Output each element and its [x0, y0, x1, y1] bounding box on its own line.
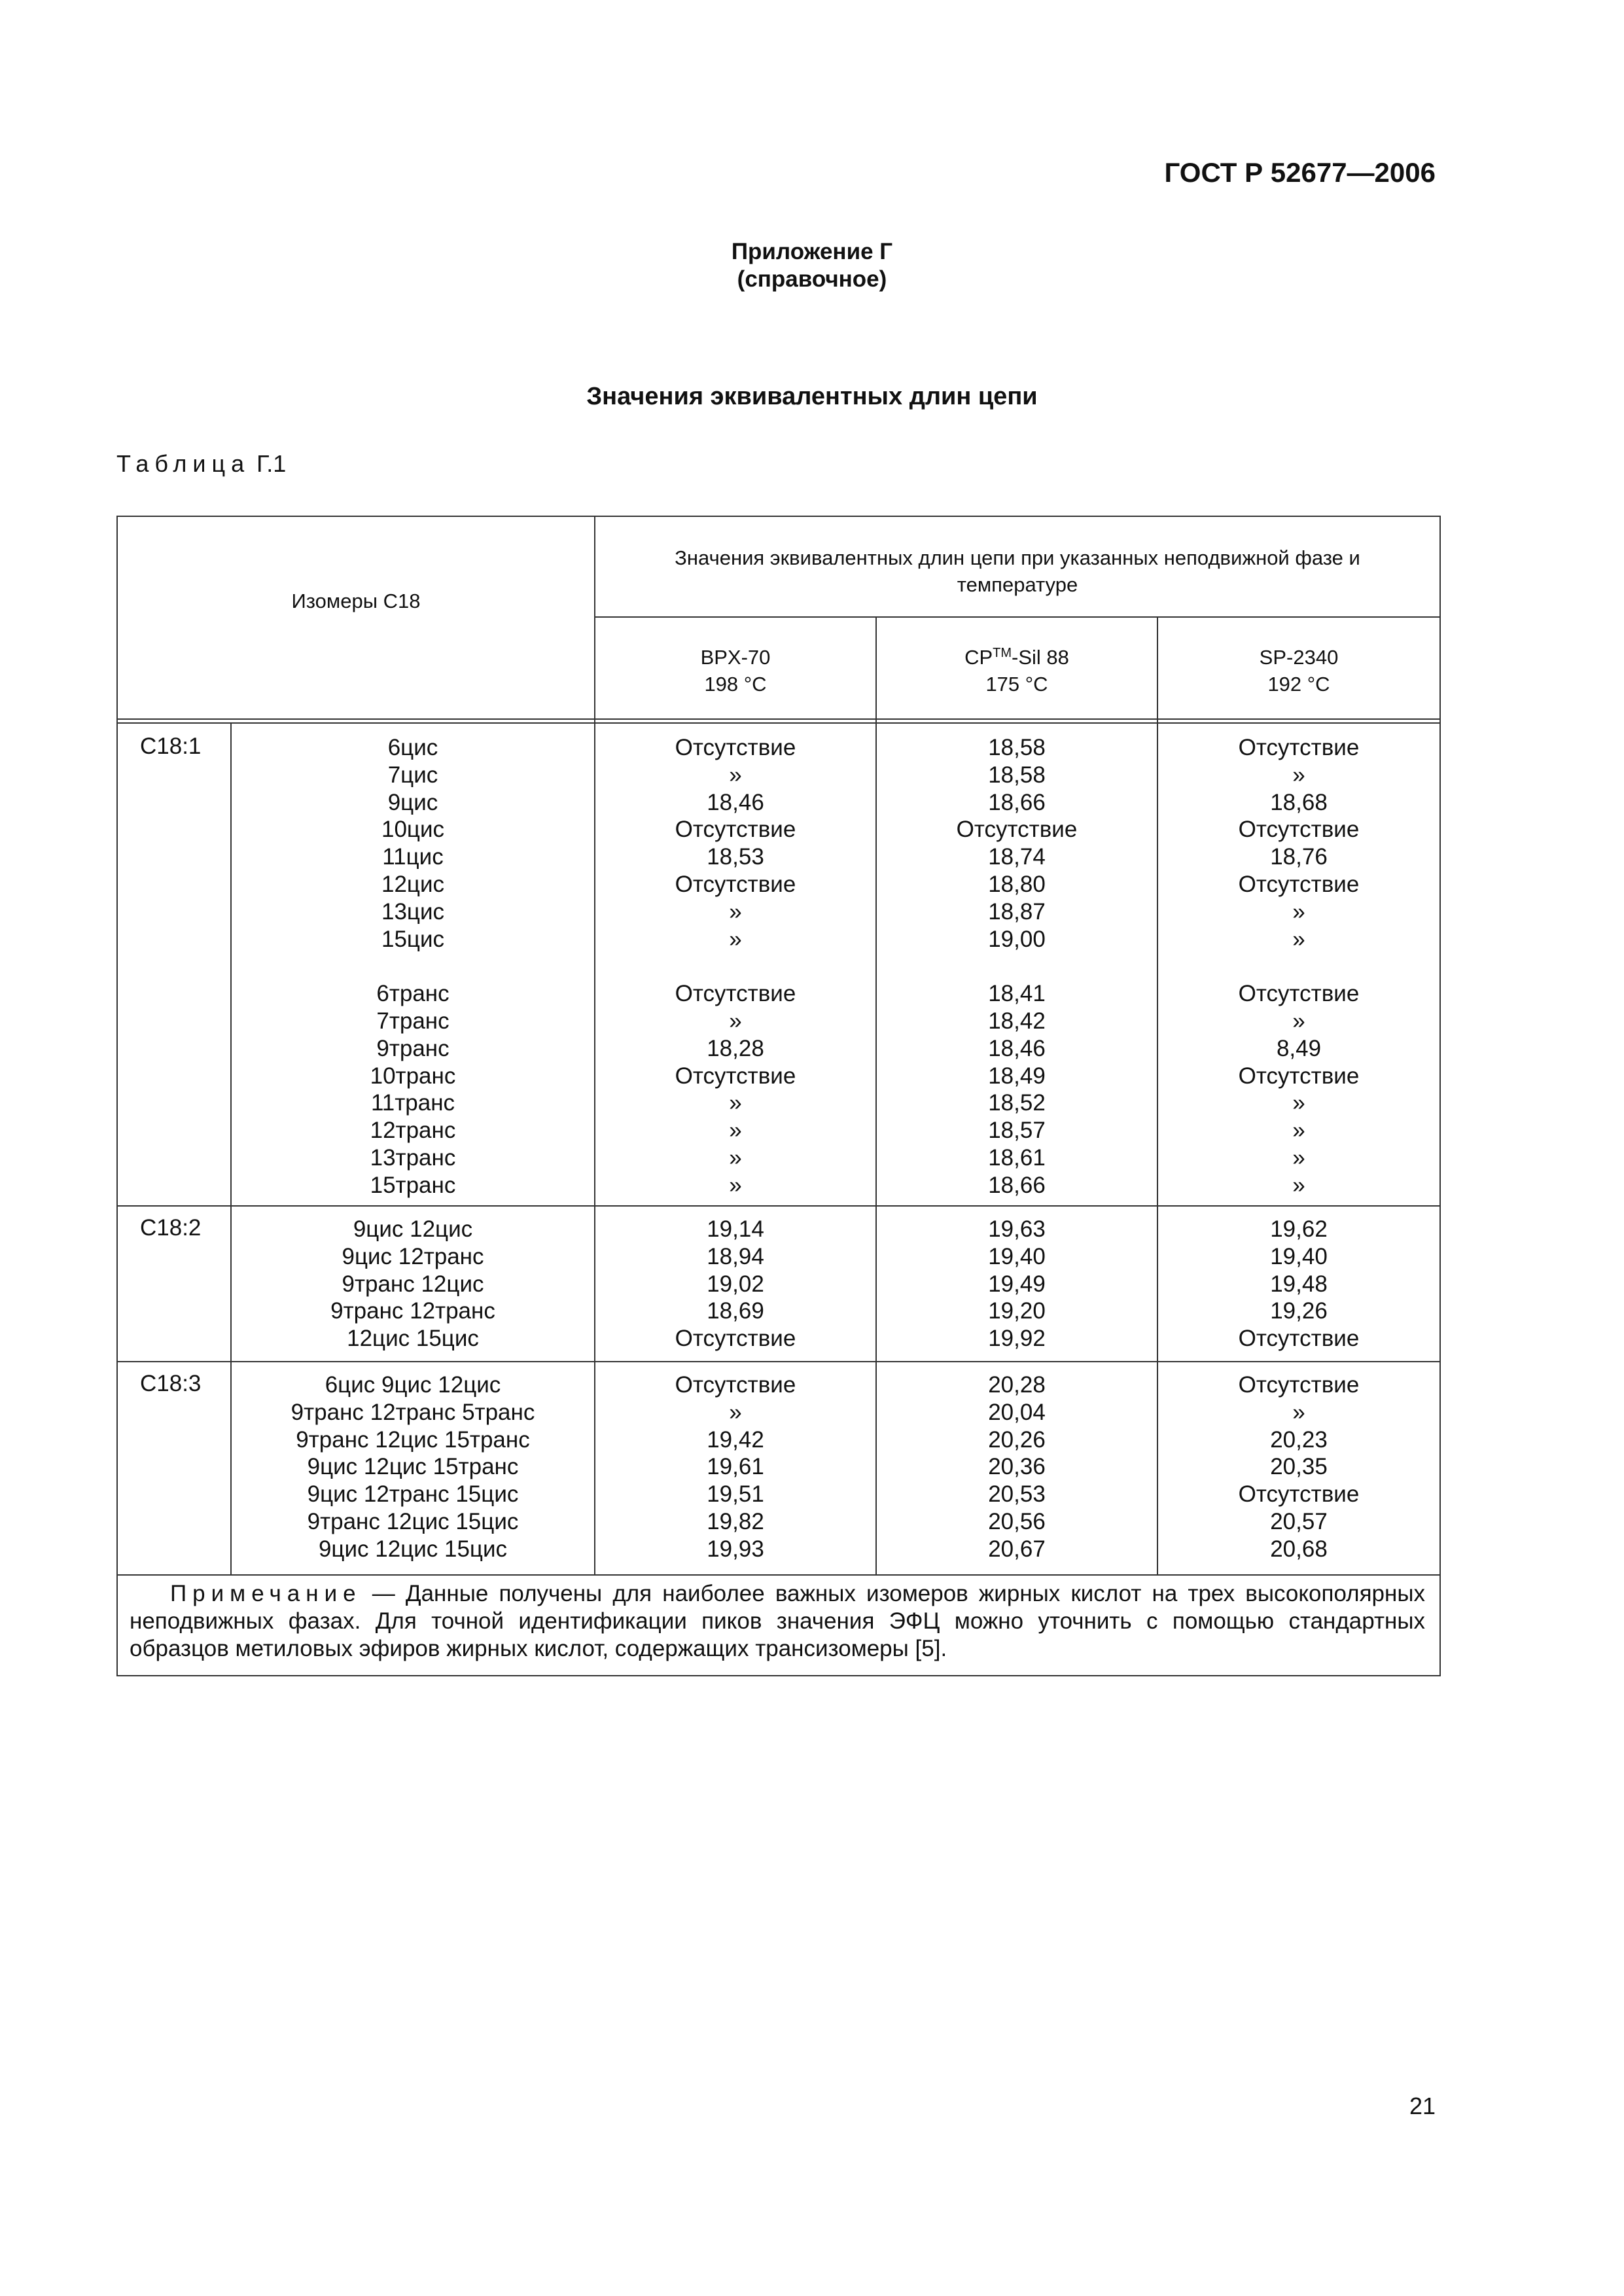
- table-border-bottom: [116, 1675, 1441, 1676]
- phase-name: SP-2340: [1259, 646, 1339, 669]
- table-border-top: [116, 516, 1441, 517]
- page-number: 21: [1409, 2093, 1436, 2119]
- isomers-cell: 9цис 12цис 9цис 12транс 9транс 12цис 9транс 12транс 12цис 15цис: [330, 1216, 495, 1352]
- row-divider-1: [116, 1205, 1441, 1207]
- trademark-sup: TM: [993, 646, 1012, 660]
- table-border-left: [116, 516, 118, 1676]
- appendix-subtitle: (справочное): [737, 266, 887, 292]
- sp2340-cell: Отсутствие » 18,68 Отсутствие 18,76 Отсутствие » » Отсутствие » 8,49 Отсутствие » » » »: [1238, 735, 1360, 1198]
- header-bottom-1: [116, 718, 1441, 720]
- header-divider: [594, 616, 1441, 618]
- table-label-word: Таблица: [116, 450, 251, 477]
- header-isomers: Изомеры С18: [291, 590, 421, 612]
- header-values: Значения эквивалентных длин цепи при указанных неподвижной фазе и температуре: [675, 546, 1360, 596]
- group-label: С18:3: [140, 1371, 202, 1396]
- standard-number: ГОСТ Р 52677—2006: [1164, 157, 1436, 188]
- group-label: С18:1: [140, 733, 202, 759]
- sp2340-cell: 19,62 19,40 19,48 19,26 Отсутствие: [1238, 1216, 1360, 1352]
- phase-name: CP: [964, 646, 993, 669]
- sp2340-cell: Отсутствие » 20,23 20,35 Отсутствие 20,57 20,68: [1238, 1372, 1360, 1562]
- header-phase-bpx70: [595, 644, 875, 698]
- isomers-cell: 6цис 7цис 9цис 10цис 11цис 12цис 13цис 15цис 6транс 7транс 9транс 10транс 11транс 12транс 13транс 15транс: [370, 735, 456, 1198]
- group-label: С18:2: [140, 1215, 202, 1241]
- phase-temp: 192 °C: [1267, 673, 1330, 696]
- isomers-cell: 6цис 9цис 12цис 9транс 12транс 5транс 9транс 12цис 15транс 9цис 12цис 15транс 9цис 12транс 15цис 9транс 12цис 15цис 9цис 12цис 15цис: [291, 1372, 535, 1562]
- header-bottom-2: [116, 722, 1441, 724]
- phase-temp: 198 °C: [704, 673, 767, 696]
- row-divider-note: [116, 1574, 1441, 1576]
- appendix-title: Приложение Г: [731, 239, 893, 264]
- header-phase-cpsil88: [877, 644, 1157, 698]
- cpsil88-cell: 18,58 18,58 18,66 Отсутствие 18,74 18,80 18,87 19,00 18,41 18,42 18,46 18,49 18,52 18,57 18,61 18,66: [956, 735, 1078, 1198]
- bpx70-cell: Отсутствие » 19,42 19,61 19,51 19,82 19,93: [675, 1372, 796, 1562]
- note-label: Примечание: [170, 1581, 362, 1606]
- cpsil88-cell: 20,28 20,04 20,26 20,36 20,53 20,56 20,67: [988, 1372, 1046, 1562]
- table-border-right: [1439, 516, 1441, 1676]
- phase-name-suffix: -Sil 88: [1012, 646, 1069, 669]
- page-title: Значения эквивалентных длин цепи: [586, 383, 1038, 410]
- table-label-number: Г.1: [256, 450, 287, 477]
- table-note: [130, 1580, 1425, 1662]
- phase-temp: 175 °C: [985, 673, 1048, 696]
- bpx70-cell: Отсутствие » 18,46 Отсутствие 18,53 Отсутствие » » Отсутствие » 18,28 Отсутствие » » » »: [675, 735, 796, 1198]
- phase-name: BPX-70: [700, 646, 771, 669]
- note-text: — Данные получены для наиболее важных изомеров жирных кислот на трех высокополярных неподвижных фазах. Для точной идентификации пиков значения ЭФЦ можно уточнить с помощью стандартных образцов метиловых эфиров жирных кислот, содержащих трансизомеры [5].: [130, 1581, 1425, 1661]
- header-phase-sp2340: [1158, 644, 1439, 698]
- cpsil88-cell: 19,63 19,40 19,49 19,20 19,92: [988, 1216, 1046, 1352]
- bpx70-cell: 19,14 18,94 19,02 18,69 Отсутствие: [675, 1216, 796, 1352]
- table-label: [116, 450, 286, 478]
- row-divider-2: [116, 1361, 1441, 1362]
